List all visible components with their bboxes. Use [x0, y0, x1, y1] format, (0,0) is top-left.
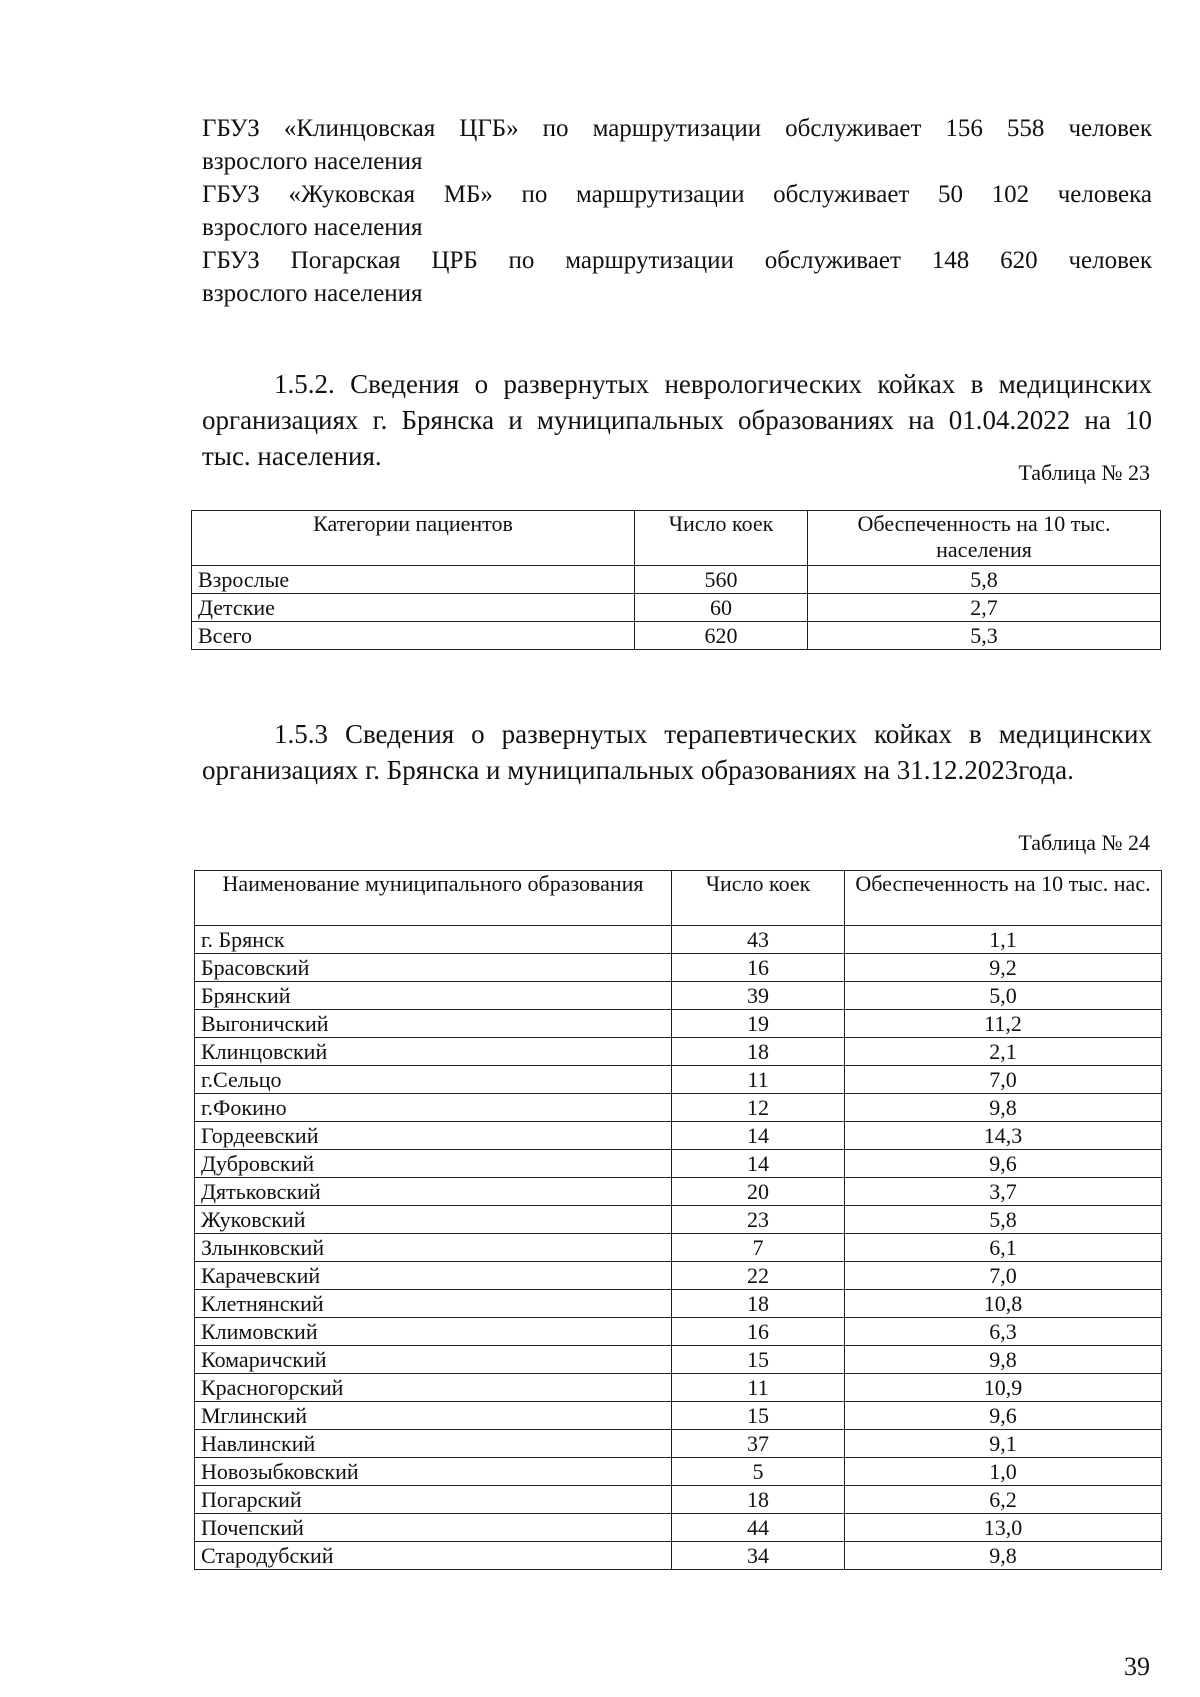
coverage-cell: 7,0 — [845, 1262, 1162, 1290]
coverage-cell: 6,2 — [845, 1486, 1162, 1514]
table-row — [195, 1430, 1162, 1458]
row-label: Клинцовский — [195, 1038, 672, 1066]
row-label: Всего — [192, 622, 635, 650]
row-label: Брасовский — [195, 954, 672, 982]
row-label: Брянский — [195, 982, 672, 1010]
intro-line-2: ГБУЗ «Жуковская МБ» по маршрутизации обслуживает 50 102 человека — [202, 181, 1152, 208]
table-row — [195, 1094, 1162, 1122]
row-label: Стародубский — [195, 1542, 672, 1570]
coverage-cell: 5,0 — [845, 982, 1162, 1010]
table-row — [195, 1206, 1162, 1234]
row-label: г.Сельцо — [195, 1066, 672, 1094]
heading-line-3: тыс. населения. — [202, 441, 382, 471]
coverage-cell: 2,7 — [808, 594, 1161, 622]
bed-count-cell: 11 — [672, 1374, 845, 1402]
intro-cont-2: взрослого населения — [202, 214, 423, 241]
table-row — [195, 954, 1162, 982]
table-24 — [194, 870, 1162, 1570]
bed-count-cell: 16 — [672, 954, 845, 982]
coverage-cell: 6,3 — [845, 1318, 1162, 1346]
intro-cont-3: взрослого населения — [202, 280, 423, 307]
table-row — [195, 1038, 1162, 1066]
coverage-cell: 9,8 — [845, 1542, 1162, 1570]
coverage-cell: 9,2 — [845, 954, 1162, 982]
intro-line-1: ГБУЗ «Клинцовская ЦГБ» по маршрутизации обслуживает 156 558 человек — [202, 115, 1152, 142]
bed-count-cell: 18 — [672, 1038, 845, 1066]
table-row — [195, 1178, 1162, 1206]
row-label: Дубровский — [195, 1150, 672, 1178]
bed-count-cell: 14 — [672, 1150, 845, 1178]
coverage-cell: 9,8 — [845, 1346, 1162, 1374]
row-label: Навлинский — [195, 1430, 672, 1458]
table-header-row — [192, 511, 1161, 566]
row-label: Климовский — [195, 1318, 672, 1346]
row-label: Комаричский — [195, 1346, 672, 1374]
row-label: Красногорский — [195, 1374, 672, 1402]
bed-count-cell: 19 — [672, 1010, 845, 1038]
bed-count-cell: 34 — [672, 1542, 845, 1570]
row-label: Злынковский — [195, 1234, 672, 1262]
row-label: Выгоничский — [195, 1010, 672, 1038]
column-header: Обеспеченность на 10 тыс. населения — [808, 511, 1161, 566]
bed-count-cell: 18 — [672, 1290, 845, 1318]
table-row — [192, 594, 1161, 622]
bed-count-cell: 15 — [672, 1402, 845, 1430]
table-row — [195, 1010, 1162, 1038]
table-row — [195, 1150, 1162, 1178]
bed-count-cell: 44 — [672, 1514, 845, 1542]
bed-count-cell: 620 — [635, 622, 808, 650]
coverage-cell: 11,2 — [845, 1010, 1162, 1038]
bed-count-cell: 43 — [672, 926, 845, 954]
heading-line-2: организациях г. Брянска и муниципальных образованиях на 31.12.2023года. — [202, 755, 1074, 785]
table-24-caption: Таблица № 24 — [1018, 830, 1150, 855]
coverage-cell: 9,6 — [845, 1402, 1162, 1430]
bed-count-cell: 22 — [672, 1262, 845, 1290]
column-header: Категории пациентов — [192, 511, 635, 566]
coverage-cell: 9,6 — [845, 1150, 1162, 1178]
table-row — [195, 1542, 1162, 1570]
coverage-cell: 14,3 — [845, 1122, 1162, 1150]
bed-count-cell: 5 — [672, 1458, 845, 1486]
intro-cont-1: взрослого населения — [202, 148, 423, 175]
bed-count-cell: 14 — [672, 1122, 845, 1150]
bed-count-cell: 39 — [672, 982, 845, 1010]
coverage-cell: 1,1 — [845, 926, 1162, 954]
heading-line-2: организациях г. Брянска и муниципальных образованиях на 01.04.2022 на 10 — [202, 405, 1152, 435]
column-header: Обеспеченность на 10 тыс. нас. — [845, 871, 1162, 926]
table-row — [195, 1486, 1162, 1514]
row-label: Новозыбковский — [195, 1458, 672, 1486]
table-row — [195, 1346, 1162, 1374]
intro-line-3: ГБУЗ Погарская ЦРБ по маршрутизации обслуживает 148 620 человек — [202, 247, 1152, 274]
table-row — [195, 1290, 1162, 1318]
table-row — [192, 622, 1161, 650]
row-label: Детские — [192, 594, 635, 622]
bed-count-cell: 23 — [672, 1206, 845, 1234]
page-number: 39 — [1124, 1652, 1150, 1681]
table-row — [195, 926, 1162, 954]
bed-count-cell: 11 — [672, 1066, 845, 1094]
bed-count-cell: 20 — [672, 1178, 845, 1206]
table-row — [195, 1066, 1162, 1094]
table-23 — [191, 510, 1161, 650]
coverage-cell: 5,8 — [845, 1206, 1162, 1234]
row-label: Мглинский — [195, 1402, 672, 1430]
coverage-cell: 13,0 — [845, 1514, 1162, 1542]
table-row — [195, 1402, 1162, 1430]
table-23-caption: Таблица № 23 — [1018, 460, 1150, 485]
table-row — [195, 1318, 1162, 1346]
row-label: г. Брянск — [195, 926, 672, 954]
column-header: Наименование муниципального образования — [195, 871, 672, 926]
coverage-cell: 3,7 — [845, 1178, 1162, 1206]
row-label: Взрослые — [192, 566, 635, 594]
bed-count-cell: 12 — [672, 1094, 845, 1122]
row-label: Погарский — [195, 1486, 672, 1514]
bed-count-cell: 37 — [672, 1430, 845, 1458]
heading-line-1: 1.5.3 Сведения о развернутых терапевтических койках в медицинских — [274, 719, 1152, 749]
bed-count-cell: 16 — [672, 1318, 845, 1346]
table-header-row — [195, 871, 1162, 926]
coverage-cell: 9,1 — [845, 1430, 1162, 1458]
heading-line-1: 1.5.2. Сведения о развернутых неврологических койках в медицинских — [274, 369, 1152, 399]
coverage-cell: 9,8 — [845, 1094, 1162, 1122]
row-label: Карачевский — [195, 1262, 672, 1290]
bed-count-cell: 7 — [672, 1234, 845, 1262]
coverage-cell: 2,1 — [845, 1038, 1162, 1066]
table-row — [195, 1262, 1162, 1290]
table-row — [195, 1234, 1162, 1262]
row-label: Дятьковский — [195, 1178, 672, 1206]
row-label: г.Фокино — [195, 1094, 672, 1122]
row-label: Клетнянский — [195, 1290, 672, 1318]
table-row — [195, 1374, 1162, 1402]
row-label: Гордеевский — [195, 1122, 672, 1150]
coverage-cell: 6,1 — [845, 1234, 1162, 1262]
coverage-cell: 7,0 — [845, 1066, 1162, 1094]
bed-count-cell: 60 — [635, 594, 808, 622]
table-row — [195, 1458, 1162, 1486]
section-heading-1-5-3 — [202, 716, 1152, 788]
bed-count-cell: 560 — [635, 566, 808, 594]
table-row — [192, 566, 1161, 594]
coverage-cell: 10,9 — [845, 1374, 1162, 1402]
table-row — [195, 982, 1162, 1010]
coverage-cell: 1,0 — [845, 1458, 1162, 1486]
bed-count-cell: 15 — [672, 1346, 845, 1374]
coverage-cell: 10,8 — [845, 1290, 1162, 1318]
table-row — [195, 1122, 1162, 1150]
row-label: Жуковский — [195, 1206, 672, 1234]
column-header: Число коек — [672, 871, 845, 926]
bed-count-cell: 18 — [672, 1486, 845, 1514]
section-heading-1-5-2 — [202, 366, 1152, 474]
column-header: Число коек — [635, 511, 808, 566]
table-row — [195, 1514, 1162, 1542]
row-label: Почепский — [195, 1514, 672, 1542]
coverage-cell: 5,8 — [808, 566, 1161, 594]
coverage-cell: 5,3 — [808, 622, 1161, 650]
intro-paragraphs — [202, 112, 1152, 310]
